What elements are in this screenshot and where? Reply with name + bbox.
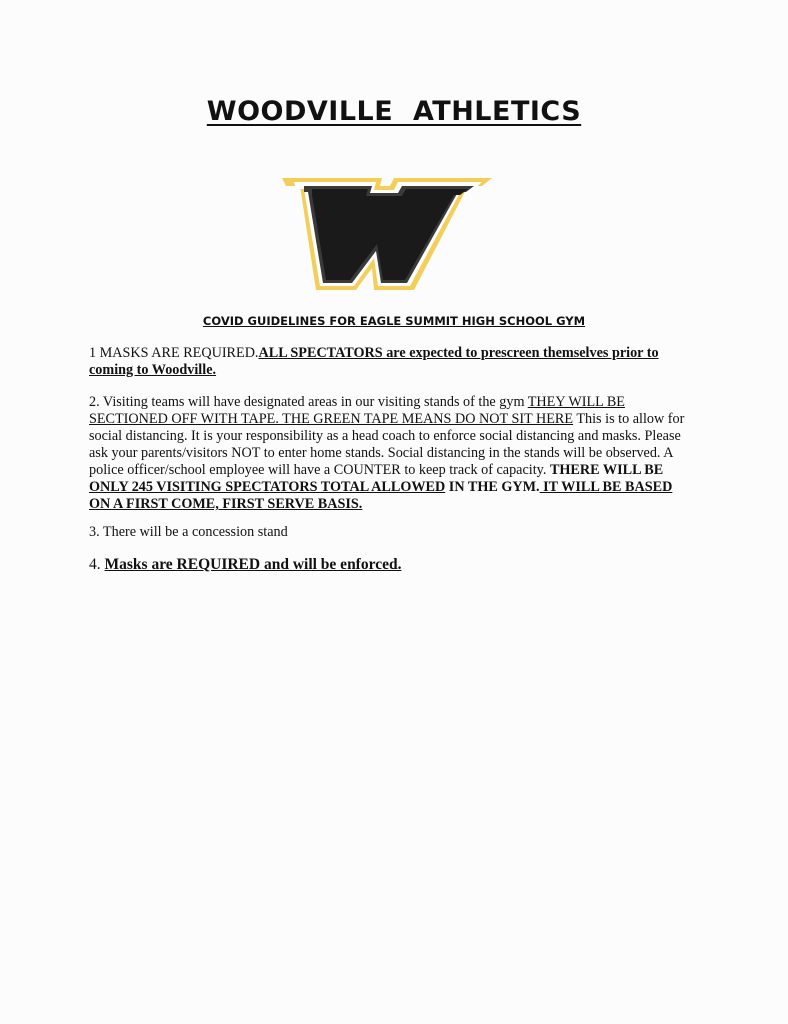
rule-1-emphasis: ALL SPECTATORS are expected to prescreen themselves prior to coming to Woodville. <box>89 345 659 378</box>
rule-1 <box>89 345 689 379</box>
rule-4-number: 4. <box>89 556 105 573</box>
rule-1-plain: 1 MASKS ARE REQUIRED. <box>89 345 259 361</box>
rule-2-tape-note: THEY WILL BE SECTIONED OFF WITH TAPE. THE GREEN TAPE MEANS DO NOT SIT HERE <box>89 394 625 427</box>
rule-2-capacity-lead: THERE WILL BE <box>549 462 664 478</box>
rule-4 <box>89 556 689 573</box>
rule-2-intro: 2. Visiting teams will have designated areas in our visiting stands of the gym <box>89 394 528 410</box>
page-title <box>0 96 788 127</box>
rule-2 <box>89 394 689 513</box>
rule-2-capacity-place: IN THE GYM. <box>445 479 540 495</box>
rule-2-first-come: IT WILL BE BASED ON A FIRST COME, FIRST SERVE BASIS. <box>89 479 673 512</box>
rule-2-capacity-limit: ONLY 245 VISITING SPECTATORS TOTAL ALLOWED <box>89 479 446 495</box>
rule-3-text: 3. There will be a concession stand <box>89 524 288 540</box>
logo-w-body <box>312 189 468 280</box>
guidelines-heading: COVID GUIDELINES FOR EAGLE SUMMIT HIGH SCHOOL GYM <box>202 314 586 328</box>
page-title-text: WOODVILLE ATHLETICS <box>206 96 582 127</box>
rule-3 <box>89 524 689 541</box>
woodville-w-logo <box>282 176 492 292</box>
rule-4-emphasis: Masks are REQUIRED and will be enforced. <box>104 556 402 573</box>
rule-2-body: This is to allow for social distancing. It is your responsibility as a head coach to enforce social distancing and masks. Please ask your parents/visitors NOT to enter home stands. Social distancing in the stands will be observed. A police officer/school employee will have a COUNTER to keep track of capacity. <box>89 411 685 478</box>
